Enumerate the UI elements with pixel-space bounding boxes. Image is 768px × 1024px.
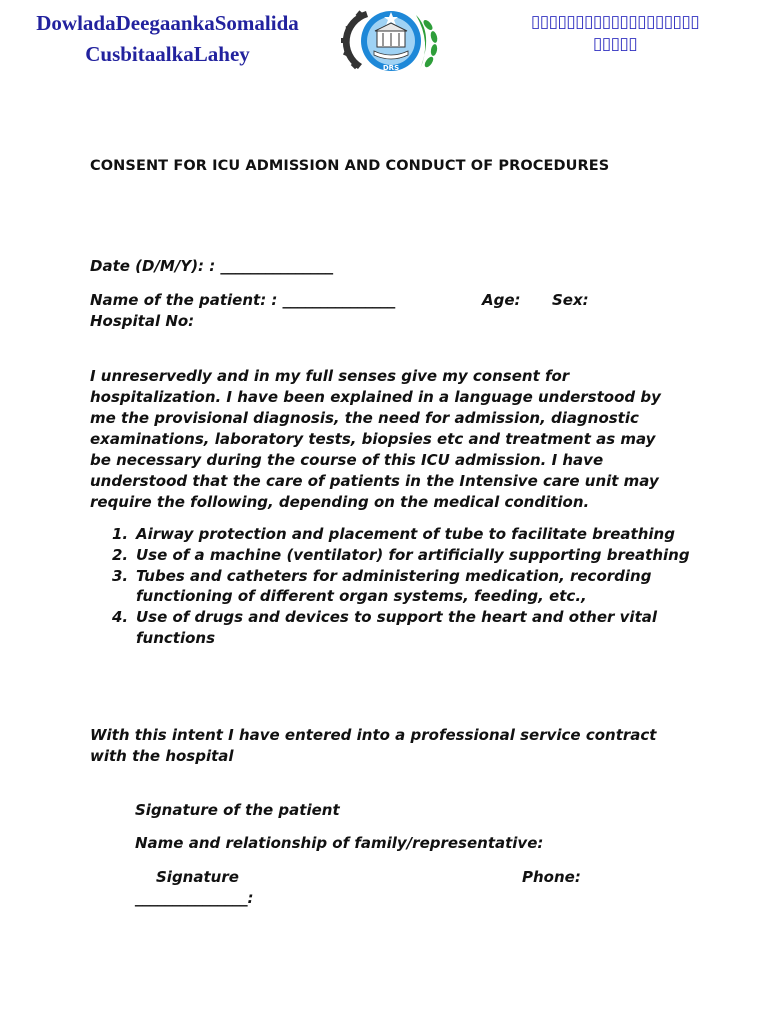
- sex-field: Sex:: [552, 291, 589, 309]
- date-field: Date (D/M/Y): : _______________: [90, 257, 333, 275]
- emblem-logo-icon: [336, 3, 446, 81]
- list-item-text: Use of a machine (ventilator) for artificially supporting breathing: [136, 545, 690, 564]
- list-item-number: 3.: [112, 566, 129, 585]
- list-item: [110, 566, 690, 608]
- intent-statement: With this intent I have entered into a professional service contract with the hospital: [90, 726, 657, 765]
- document-title: CONSENT FOR ICU ADMISSION AND CONDUCT OF PROCEDURES: [90, 158, 610, 174]
- list-item-number: 2.: [112, 545, 129, 564]
- header-script-text: ▯▯▯▯▯▯▯▯▯▯▯▯▯▯▯▯▯▯▯▯▯▯▯▯: [530, 12, 700, 54]
- list-item-number: 4.: [112, 608, 129, 627]
- list-item: [110, 607, 690, 649]
- list-item-number: 1.: [112, 525, 129, 543]
- list-item: [110, 524, 690, 545]
- procedures-list: [110, 524, 690, 649]
- patient-name-field: Name of the patient: : _______________: [90, 291, 396, 309]
- patient-signature-label: Signature of the patient: [135, 801, 340, 819]
- list-item-text: Use of drugs and devices to support the heart and other vital functions: [136, 608, 658, 647]
- list-item: [110, 545, 690, 566]
- signature-label: Signature: [156, 868, 239, 886]
- family-representative-label: Name and relationship of family/representative:: [135, 834, 544, 852]
- signature-blank-line: _______________:: [135, 889, 254, 907]
- logo-text: DRS: [382, 64, 400, 72]
- header-line-1: DowladaDeegaankaSomalida: [36, 11, 299, 35]
- consent-paragraph: I unreservedly and in my full senses give my consent for hospitalization. I have been explained in a language understood by me the provisional diagnosis, the need for admission, diagnostic examinations, laboratory tests, biopsies etc and treatment as may be necessary during the course of this ICU admission. I have understood that the care of patients in the Intensive care unit may require the following, depending on the medical condition.: [90, 367, 661, 511]
- header-organization: [20, 8, 315, 70]
- list-item-text: Tubes and catheters for administering medication, recording functioning of different organ systems, feeding, etc.,: [136, 566, 652, 606]
- header-line-2: CusbitaalkaLahey: [85, 42, 250, 66]
- hospital-no-field: Hospital No:: [90, 312, 195, 330]
- age-field: Age:: [482, 291, 521, 309]
- list-item-text: Airway protection and placement of tube to facilitate breathing: [136, 525, 675, 543]
- phone-label: Phone:: [522, 868, 581, 886]
